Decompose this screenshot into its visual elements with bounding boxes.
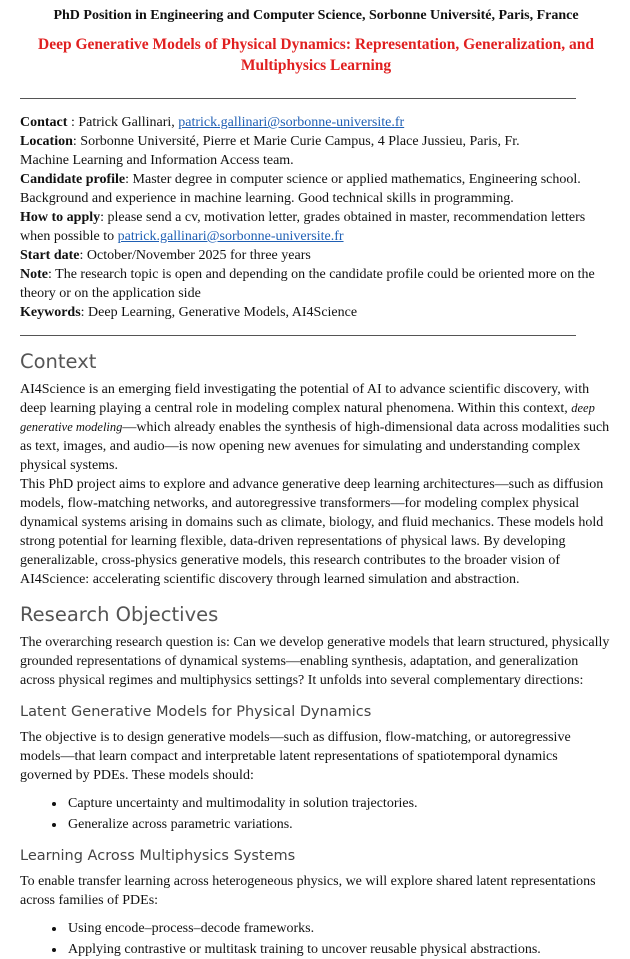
objectives-heading: Research Objectives [20, 603, 219, 626]
list-item: • Capture uncertainty and multimodality in solution trajectories. [66, 794, 612, 813]
context-p1-emphasis: deep generative modeling [20, 401, 595, 434]
keywords-line [20, 303, 612, 322]
divider-bottom [20, 335, 576, 336]
list-item: • Applying contrastive or multitask training to uncover reusable physical abstractions. [66, 940, 612, 959]
apply-text: : please send a cv, motivation letter, grades obtained in master, recommendation letters when possible to [20, 210, 586, 244]
note-line [20, 265, 612, 303]
context-p1-end: —which already enables the synthesis of high-dimensional data across modalities such as text, images, and audio—is now opening new avenues for simulating and understanding complex physical systems. [20, 420, 610, 473]
context-paragraph-1 [20, 380, 612, 475]
multiphysics-list [20, 919, 612, 959]
context-paragraph-2: This PhD project aims to explore and advance generative deep learning architectures—such as diffusion models, flow-matching networks, and autoregressive transformers—for modeling complex physical dynamical systems arising in domains such as climate, biology, and fluid mechanics. These models hold strong potential for learning flexible, data-driven representations of physical laws. By developing generalizable, cross-physics generative models, this research contributes to the broader vision of AI4Science: accelerating scientific discovery through learned simulation and abstraction. [20, 477, 604, 587]
list-item: • Generalize across parametric variations. [66, 815, 612, 834]
objectives-intro: The overarching research question is: Can we develop generative models that learn structured, physically grounded representations of dynamical systems—enabling synthesis, adaptation, and generalization across physical regimes and multiphysics settings? It unfolds into several complementary directions: [20, 635, 610, 688]
keywords-text: : Deep Learning, Generative Models, AI4Science [80, 305, 358, 320]
location-label: Location [20, 134, 73, 149]
context-p1-start: AI4Science is an emerging field investigating the potential of AI to advance scientific discovery, with deep learning playing a central role in modeling complex natural phenomena. Within this context, [20, 382, 590, 416]
profile-text: : Master degree in computer science or applied mathematics, Engineering school. Background and experience in machine learning. Good technical skills in programming. [20, 172, 581, 206]
contact-line [20, 113, 612, 132]
start-text: : October/November 2025 for three years [79, 248, 311, 263]
apply-line [20, 208, 612, 246]
contact-text: : Patrick Gallinari, [67, 115, 179, 130]
profile-line [20, 170, 612, 208]
context-heading: Context [20, 350, 97, 373]
note-text: : The research topic is open and depending on the candidate profile could be oriented more on the theory or on the application side [20, 267, 595, 301]
page-title: PhD Position in Engineering and Computer Science, Sorbonne Université, Paris, France [53, 8, 579, 23]
document-page [0, 6, 630, 957]
latent-models-list [20, 794, 612, 834]
contact-email-link[interactable]: patrick.gallinari@sorbonne-universite.fr [178, 115, 405, 130]
section-text-multiphysics: To enable transfer learning across heterogeneous physics, we will explore shared latent representations across families of PDEs: [20, 874, 596, 908]
apply-label: How to apply [20, 210, 101, 225]
list-item: • Using encode–process–decode frameworks. [66, 919, 612, 938]
keywords-label: Keywords [20, 305, 81, 320]
location-line [20, 132, 612, 151]
start-label: Start date [20, 248, 80, 263]
profile-label: Candidate profile [20, 172, 126, 187]
apply-email-link[interactable]: patrick.gallinari@sorbonne-universite.fr [117, 229, 344, 244]
section-heading-latent-models: Latent Generative Models for Physical Dynamics [20, 704, 372, 720]
page-subtitle: Deep Generative Models of Physical Dynamics: Representation, Generalization, and Multiphysics Learning [38, 36, 594, 74]
location-team-line: Machine Learning and Information Access team. [20, 153, 294, 168]
section-text-latent-models: The objective is to design generative models—such as diffusion, flow-matching, or autoregressive models—that learn compact and interpretable latent representations of spatiotemporal dynamics governed by PDEs. These models should: [20, 730, 571, 783]
section-heading-multiphysics: Learning Across Multiphysics Systems [20, 848, 296, 864]
position-info [20, 113, 612, 322]
divider-top [20, 98, 576, 99]
contact-label: Contact [20, 115, 68, 130]
note-label: Note [20, 267, 48, 282]
start-line [20, 246, 612, 265]
location-text: : Sorbonne Université, Pierre et Marie Curie Campus, 4 Place Jussieu, Paris, Fr. [72, 134, 520, 149]
